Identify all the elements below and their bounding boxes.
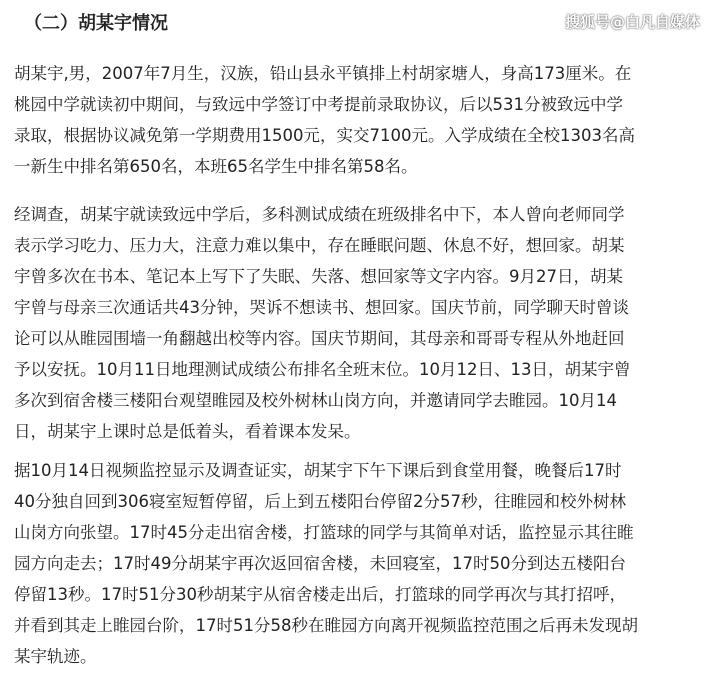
paragraph-line: 宇曾与母亲三次通话共43分钟，哭诉不想读书、想回家。国庆节前，同学聊天时曾谈	[14, 298, 629, 317]
paragraph-line: 予以安抚。10月11日地理测试成绩公布排名全班末位。10月12日、13日，胡某宇曾	[14, 360, 631, 379]
paragraph-line: 胡某宇,男，2007年7月生，汉族，铅山县永平镇排上村胡家塘人，身高173厘米。在	[14, 64, 632, 83]
paragraph-line: 停留13秒。17时51分30秒胡某宇从宿舍楼走出后，打篮球的同学再次与其打招呼，	[14, 585, 626, 604]
watermark: 搜狐号@白凡自媒体	[564, 13, 700, 31]
paragraph-line: 据10月14日视频监控显示及调查证实，胡某宇下午下课后到食堂用餐，晚餐后17时	[14, 461, 622, 480]
paragraph-3	[14, 455, 698, 672]
paragraph-line: 某宇轨迹。	[14, 647, 97, 666]
section-title: （二）胡某宇情况	[24, 13, 168, 34]
paragraph-line: 40分独自回到306寝室短暂停留，后上到五楼阳台停留2分57秒，往睢园和校外树林	[14, 492, 626, 511]
paragraph-line: 一新生中排名第650名，本班65名学生中排名第58名。	[14, 157, 418, 176]
paragraph-line: 多次到宿舍楼三楼阳台观望睢园及校外树林山岗方向，并邀请同学去睢园。10月14	[14, 391, 617, 410]
paragraph-line: 宇曾多次在书本、笔记本上写下了失眠、失落、想回家等文字内容。9月27日，胡某	[14, 267, 623, 286]
paragraph-line: 论可以从睢园围墙一角翻越出校等内容。国庆节期间，其母亲和哥哥专程从外地赶回	[14, 329, 625, 348]
paragraph-line: 经调查，胡某宇就读致远中学后，多科测试成绩在班级排名中下，本人曾向老师同学	[14, 205, 625, 224]
paragraph-2	[14, 199, 698, 447]
paragraph-line: 并看到其走上睢园台阶，17时51分58秒在睢园方向离开视频监控范围之后再未发现胡	[14, 616, 638, 635]
paragraph-1	[14, 58, 698, 182]
paragraph-line: 山岗方向张望。17时45分走出宿舍楼，打篮球的同学与其简单对话，监控显示其往睢	[14, 523, 634, 542]
paragraph-line: 表示学习吃力、压力大，注意力难以集中，存在睡眠问题、休息不好，想回家。胡某	[14, 236, 625, 255]
paragraph-line: 录取，根据协议减免第一学期费用1500元，实交7100元。入学成绩在全校1303名高	[14, 126, 635, 145]
paragraph-line: 日，胡某宇上课时总是低着头，看着课本发呆。	[14, 422, 361, 441]
paragraph-line: 桃园中学就读初中期间，与致远中学签订中考提前录取协议，后以531分被致远中学	[14, 95, 623, 114]
paragraph-line: 园方向走去；17时49分胡某宇再次返回宿舍楼，未回寝室，17时50分到达五楼阳台	[14, 554, 626, 573]
